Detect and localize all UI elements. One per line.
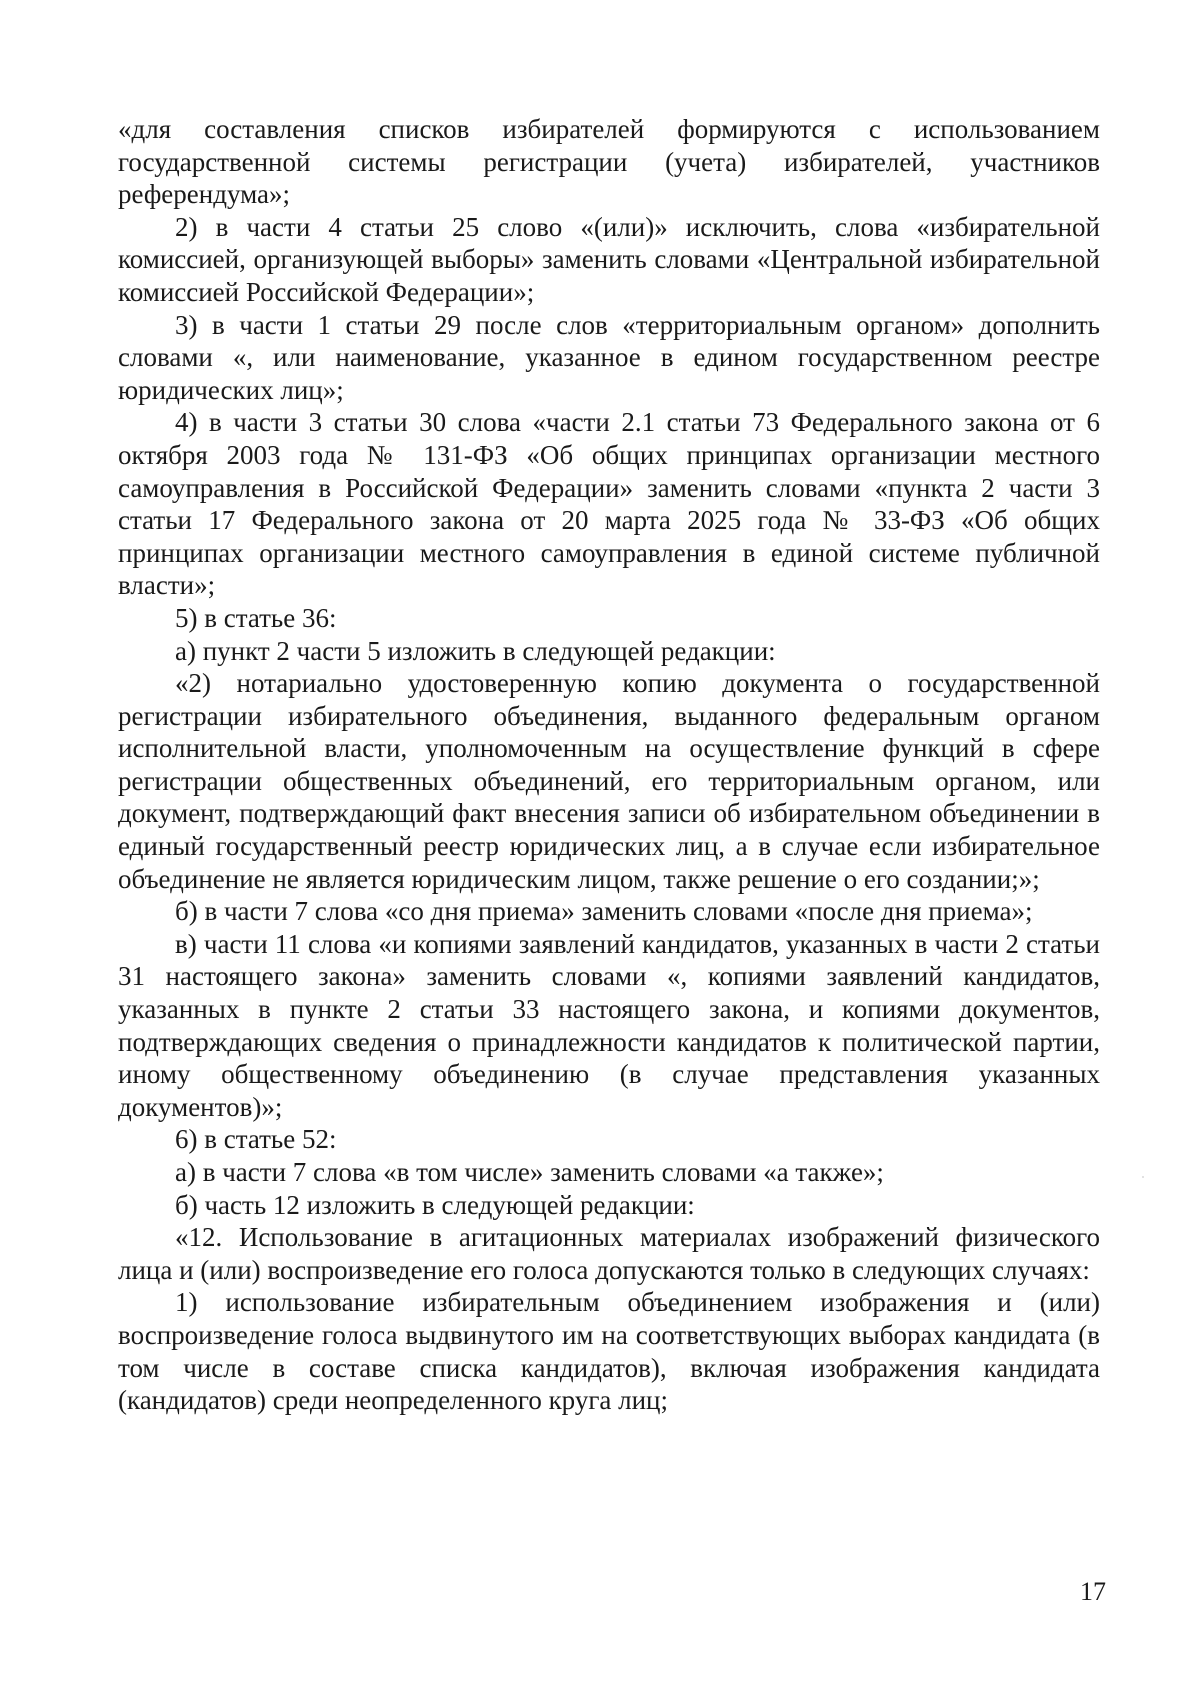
paragraph-7: «2) нотариально удостоверенную копию документа о государственной регистрации избирательного объединения, выданного федеральным органом исполнительной власти, уполномоченным на осуществление функций в сфере регистрации общественных объединений, его территориальным органом, или документ, подтверждающий факт внесения записи об избирательном объединении в единый государственный реестр юридических лиц, а в случае если избирательное объединение не является юридическим лицом, также решение о его создании;»; <box>118 668 1100 894</box>
document-body <box>118 113 1100 1417</box>
page-number: 17 <box>1080 1577 1106 1606</box>
paragraph-2: 2) в части 4 статьи 25 слово «(или)» исключить, слова «избирательной комиссией, организующей выборы» заменить словами «Центральной избирательной комиссией Российской Федерации»; <box>118 211 1100 307</box>
scan-speck <box>1142 1176 1144 1178</box>
paragraph-11: а) в части 7 слова «в том числе» заменить словами «а также»; <box>175 1157 884 1187</box>
paragraph-3: 3) в части 1 статьи 29 после слов «территориальным органом» дополнить словами «, или наименование, указанное в едином государственном реестре юридических лиц»; <box>118 309 1100 405</box>
paragraph-13: «12. Использование в агитационных материалах изображений физического лица и (или) воспроизведение его голоса допускаются только в следующих случаях: <box>118 1222 1100 1285</box>
paragraph-6: а) пункт 2 части 5 изложить в следующей редакции: <box>175 635 776 666</box>
paragraph-5: 5) в статье 36: <box>175 602 337 633</box>
paragraph-14: 1) использование избирательным объединением изображения и (или) воспроизведение голоса выдвинутого им на соответствующих выборах кандидата (в том числе в составе списка кандидатов), включая изображения кандидата (кандидатов) среди неопределенного круга лиц; <box>118 1287 1100 1416</box>
paragraph-4: 4) в части 3 статьи 30 слова «части 2.1 статьи 73 Федерального закона от 6 октября 2003 года № 131-ФЗ «Об общих принципах организации местного самоуправления в Российской Федерации» заменить словами «пункта 2 части 3 статьи 17 Федерального закона от 20 марта 2025 года № 33-ФЗ «Об общих принципах организации местного самоуправления в единой системе публичной власти»; <box>118 407 1100 601</box>
paragraph-8: б) в части 7 слова «со дня приема» заменить словами «после дня приема»; <box>175 896 1033 927</box>
paragraph-1: «для составления списков избирателей формируются с использованием государственной системы регистрации (учета) избирателей, участников референдума»; <box>118 114 1100 210</box>
paragraph-9: в) части 11 слова «и копиями заявлений кандидатов, указанных в части 2 статьи 31 настоящего закона» заменить словами «, копиями заявлений кандидатов, указанных в пункте 2 статьи 33 настоящего закона, и копиями документов, подтверждающих сведения о принадлежности кандидатов к политической партии, иному общественному объединению (в случае представления указанных документов)»; <box>118 928 1100 1122</box>
paragraph-12: б) часть 12 изложить в следующей редакции: <box>175 1189 695 1220</box>
paragraph-10: 6) в статье 52: <box>175 1124 337 1155</box>
